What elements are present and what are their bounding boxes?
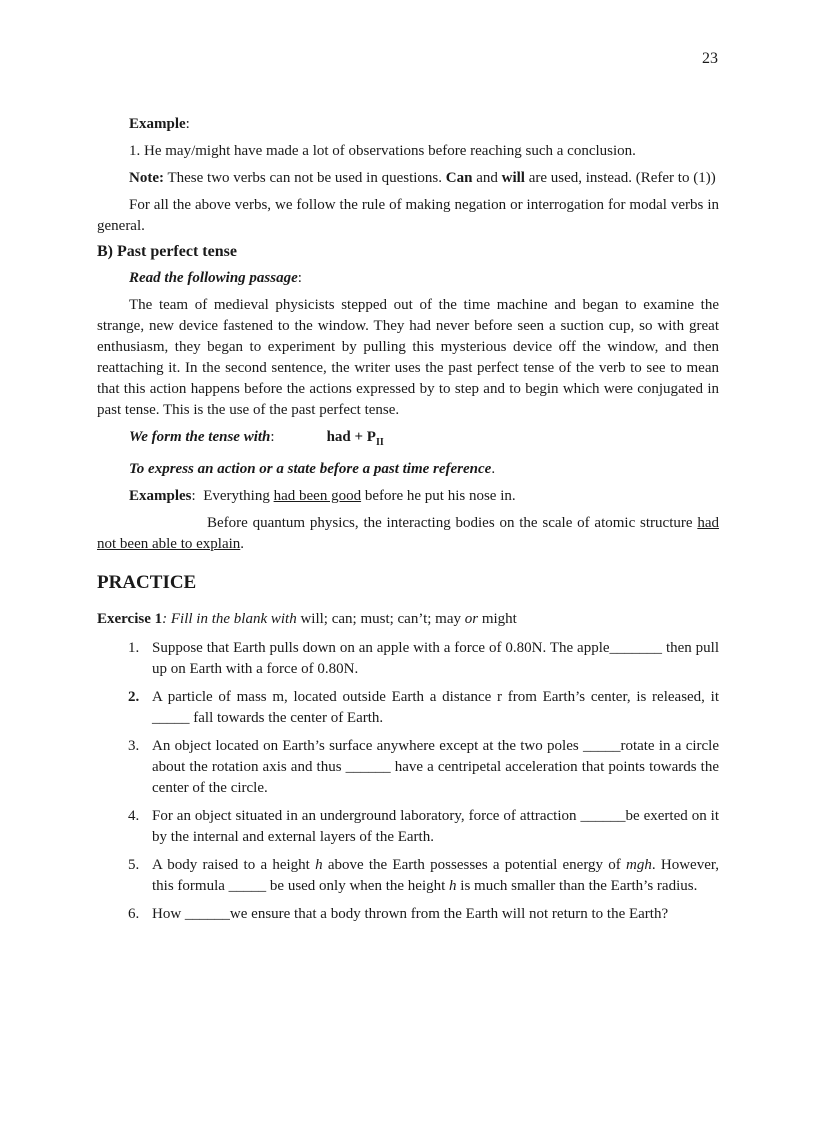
exercise-number: 1. — [128, 640, 140, 656]
note-paragraph: Note: These two verbs can not be used in questions. Can and will are used, instead. (Refer to (1)) — [129, 170, 716, 186]
exercise-item — [97, 638, 719, 680]
exercise-item — [97, 855, 719, 897]
exercise-number: 5. — [128, 857, 140, 873]
exercise-number: 4. — [128, 808, 140, 824]
exercise-text: How ______we ensure that a body thrown from the Earth will not return to the Earth? — [152, 906, 669, 922]
page-content — [97, 114, 719, 932]
examples-line-1: Examples: Everything had been good before he put his nose in. — [129, 488, 516, 504]
exercise-text: For an object situated in an underground laboratory, force of attraction ______be exerted on it by the internal and external layers of the Earth. — [152, 808, 719, 845]
page-number: 23 — [702, 50, 718, 67]
exercise-instruction: Exercise 1: Fill in the blank with will; can; must; can’t; may or might — [97, 611, 517, 627]
exercise-number: 3. — [128, 738, 140, 754]
tense-formation: We form the tense with: had + $P_{II}$ — [97, 427, 719, 453]
exercise-number: 6. — [128, 906, 140, 922]
exercise-item — [97, 736, 719, 799]
exercise-text: Suppose that Earth pulls down on an apple with a force of 0.80N. The apple_______ then pull up on Earth with a force of 0.80N. — [152, 640, 719, 677]
exercise-text: A particle of mass m, located outside Earth a distance r from Earth’s center, is released, it _____ fall towards the center of Earth. — [152, 689, 719, 726]
exercise-item — [97, 904, 719, 925]
negation-paragraph: For all the above verbs, we follow the rule of making negation or interrogation for modal verbs in general. — [97, 197, 719, 234]
exercise-item — [97, 687, 719, 729]
passage-paragraph: The team of medieval physicists stepped out of the time machine and began to examine the strange, new device fastened to the window. They had never before seen a suction cup, so with great enthusiasm, they began to experiment by pulling this mysterious device off the window, and then reattaching it. In the second sentence, the writer uses the past perfect tense of the verb to see to mean that this action happens before the actions expressed by to step and to begin which were conjugated in past tense. This is the use of the past perfect tense. — [97, 297, 719, 418]
tense-usage: To express an action or a state before a past time reference. — [129, 461, 496, 477]
practice-heading: PRACTICE — [97, 572, 197, 593]
exercise-item — [97, 806, 719, 848]
example-sentence-1: 1. He may/might have made a lot of observations before reaching such a conclusion. — [129, 143, 636, 159]
read-passage-label: Read the following passage: — [129, 270, 302, 286]
examples-line-2: Before quantum physics, the interacting bodies on the scale of atomic structure had not been able to explain. — [97, 515, 719, 552]
section-b-heading: B) Past perfect tense — [97, 243, 237, 260]
example-heading: Example: — [129, 116, 190, 132]
exercise-number: 2. — [128, 689, 140, 705]
formula: had + $P_{II}$ — [326, 429, 384, 448]
exercise-text: An object located on Earth’s surface anywhere except at the two poles _____rotate in a circle about the rotation axis and thus ______ have a centripetal acceleration that points towards the center of the circle. — [152, 738, 719, 796]
exercise-text: A body raised to a height h above the Earth possesses a potential energy of mgh. However, this formula _____ be used only when the height h is much smaller than the Earth’s radius. — [152, 857, 720, 894]
exercise-list — [97, 638, 719, 925]
